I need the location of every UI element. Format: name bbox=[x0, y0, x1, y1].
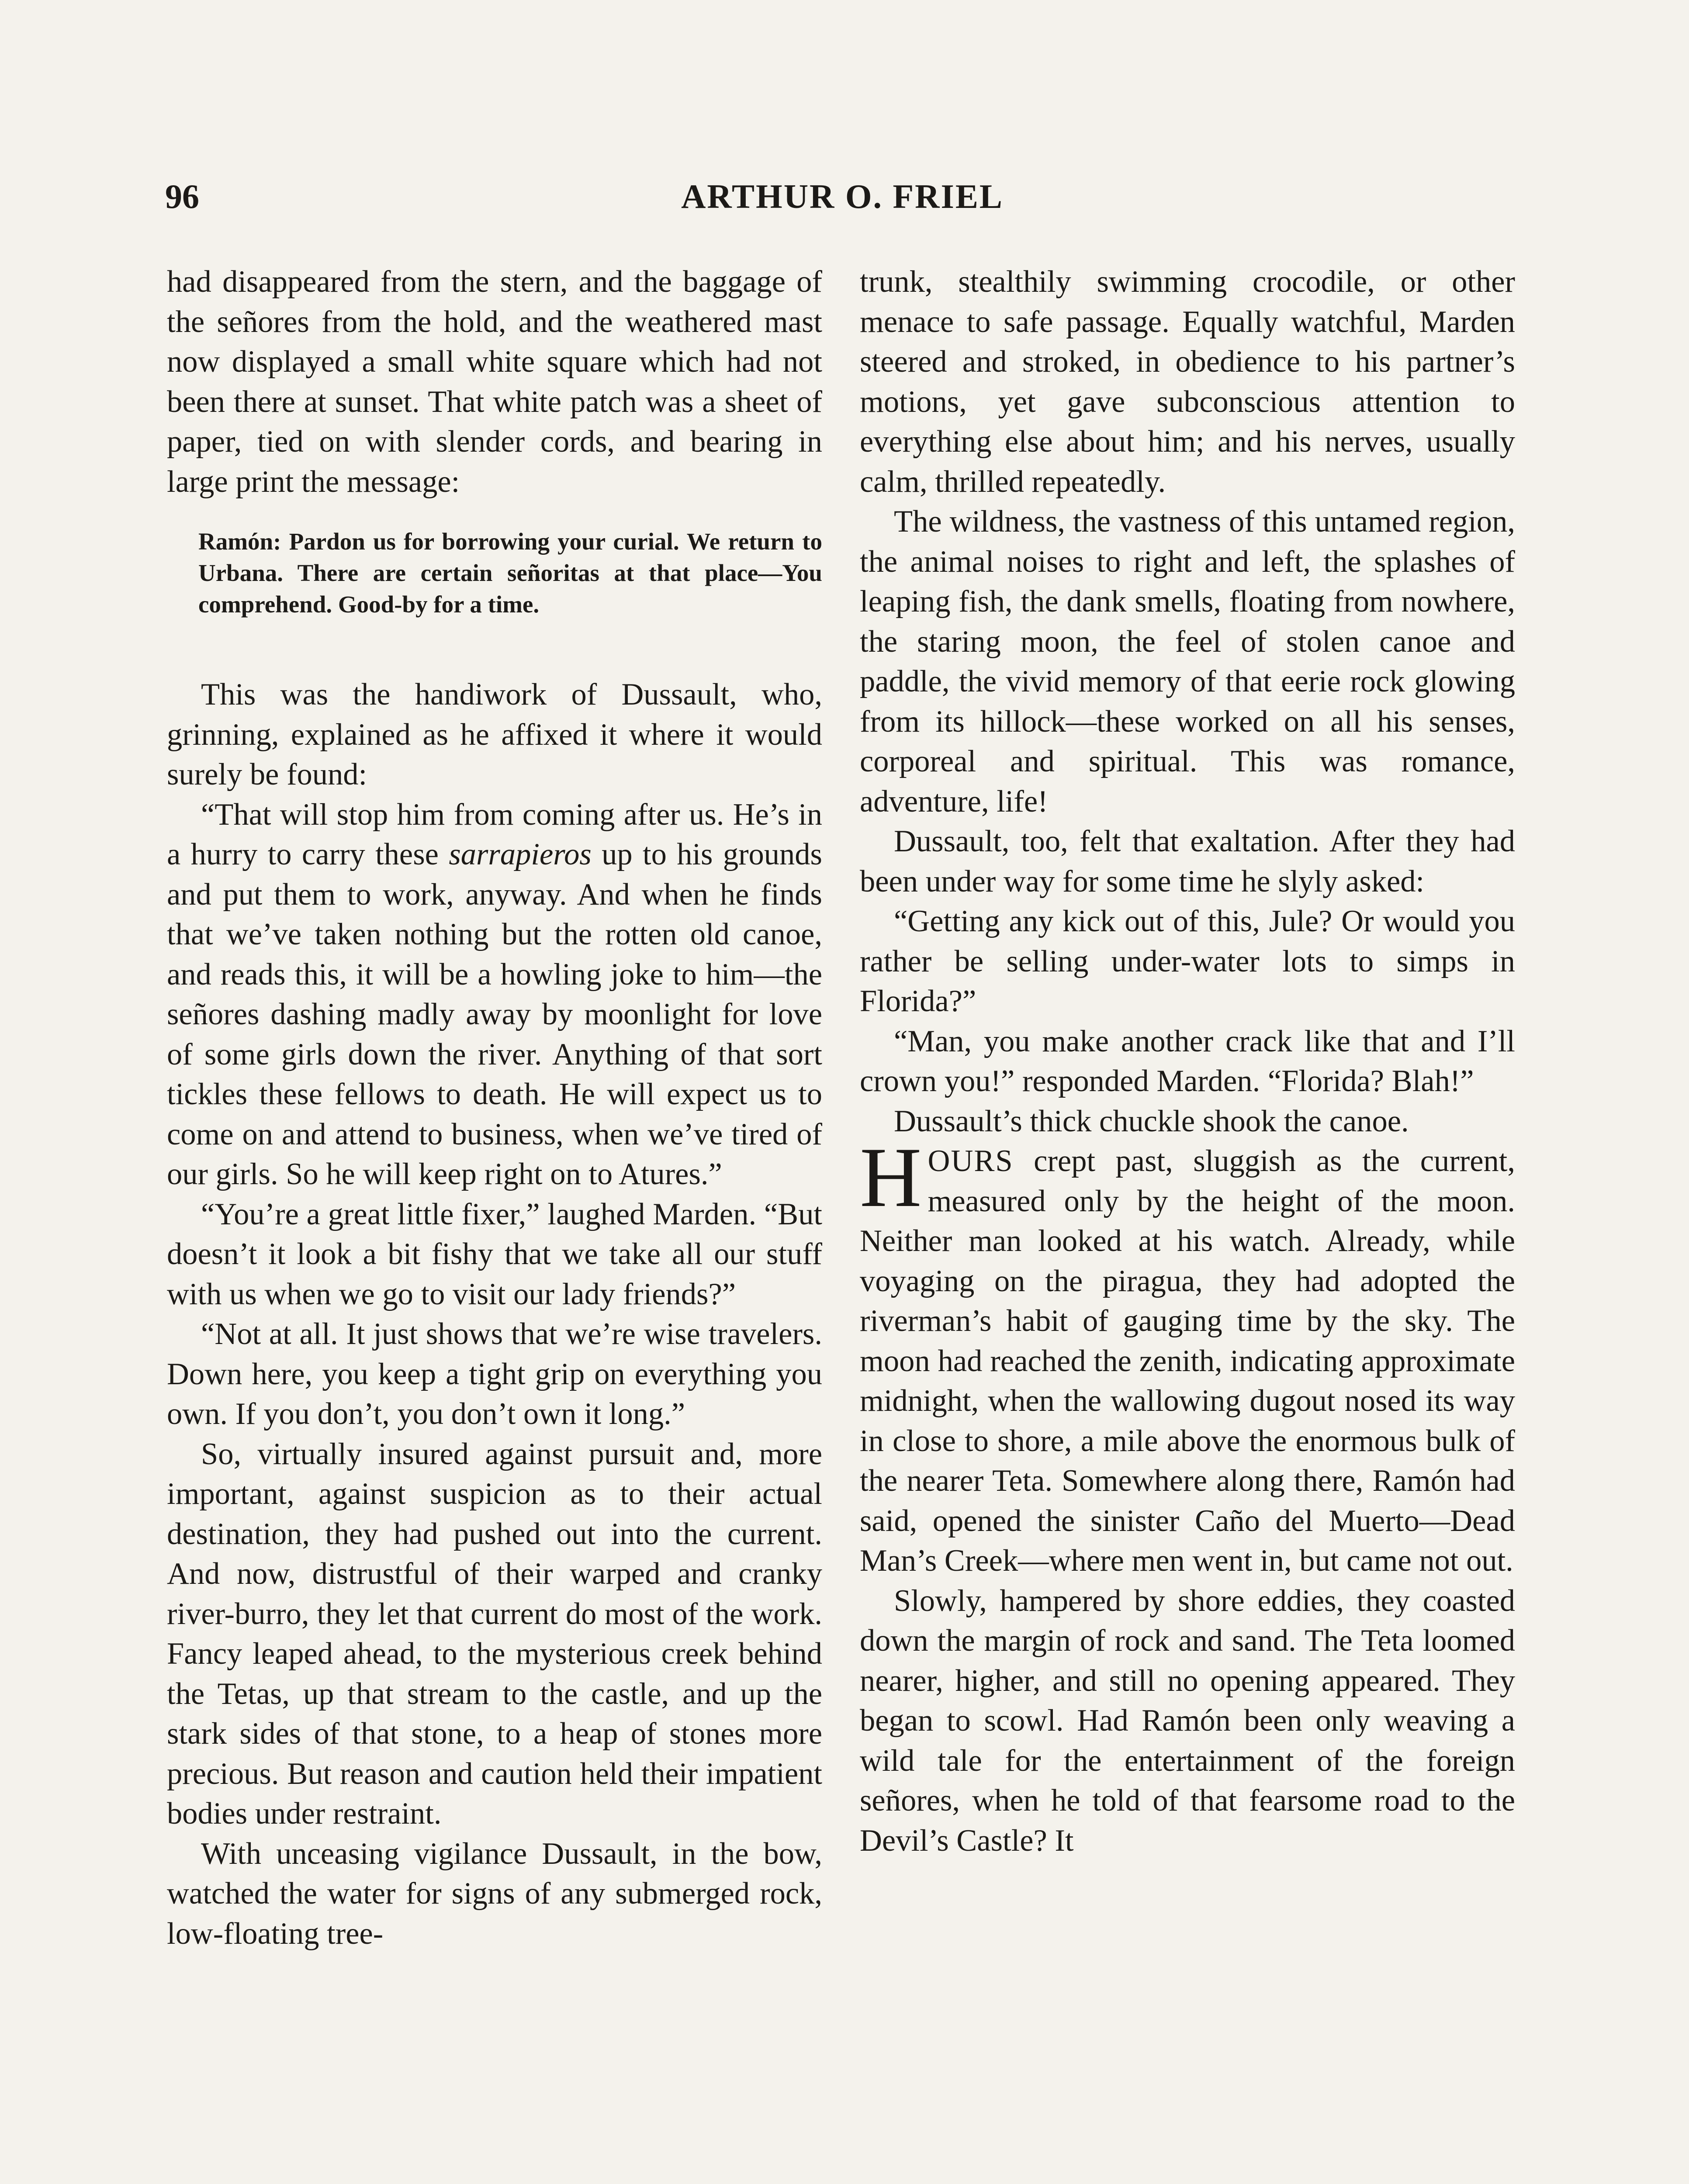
dialogue-text: up to his grounds and put them to work, anyway. And when he finds that we’ve taken nothing but the rotten old canoe, and reads this, it will be a howling joke to him—the señores dashing madly away by moonlight for love of some girls down the river. Anything of that sort tickles these fellows to death. He will expect us to come on and attend to business, when we’ve tired of our girls. So he will keep right on to Atures.” bbox=[167, 837, 822, 1191]
drop-cap: H bbox=[860, 1130, 922, 1225]
paragraph: So, virtually insured against pursuit and, more important, against suspicion as to their actual destination, they had pushed out into the current. And now, distrustful of their warped and cranky river-burro, they let that current do most of the work. Fancy leaped ahead, to the mysterious creek behind the Tetas, up that stream to the castle, and up the stark sides of that stone, to a heap of stones more precious. But reason and caution held their impatient bodies under restraint. bbox=[167, 1437, 822, 1831]
left-column bbox=[167, 262, 822, 1954]
small-caps-lead: OURS bbox=[928, 1144, 1014, 1178]
paragraph: “Man, you make another crack like that and I’ll crown you!” responded Marden. “Florida? Blah!” bbox=[860, 1024, 1515, 1098]
paragraph: This was the handiwork of Dussault, who, grinning, explained as he affixed it where it would surely be found: bbox=[167, 677, 822, 791]
paragraph: “You’re a great little fixer,” laughed Marden. “But doesn’t it look a bit fishy that we take all our stuff with us when we go to visit our lady friends?” bbox=[167, 1197, 822, 1311]
notice-text: Ramón: Pardon us for borrowing your curial. We return to Urbana. There are certain señoritas at that place—You comprehend. Good-by for a time. bbox=[198, 528, 822, 618]
paragraph: With unceasing vigilance Dussault, in the bow, watched the water for signs of any submerged rock, low-floating tree- bbox=[167, 1836, 822, 1951]
paragraph: had disappeared from the stern, and the baggage of the señores from the hold, and the weathered mast now displayed a small white square which had not been there at sunset. That white patch was a sheet of paper, tied on with slender cords, and bearing in large print the message: bbox=[167, 265, 822, 499]
running-title: ARTHUR O. FRIEL bbox=[681, 177, 1004, 215]
page-number: 96 bbox=[165, 177, 199, 215]
section-opening-paragraph bbox=[860, 1130, 1515, 1581]
paragraph: Dussault, too, felt that exaltation. After they had been under way for some time he slyly asked: bbox=[860, 824, 1515, 898]
dialogue-text: “That will stop him from coming after us. He’s in a hurry to carry these bbox=[167, 797, 822, 871]
paragraph bbox=[167, 795, 822, 1195]
page-header bbox=[165, 177, 1519, 225]
paragraph: The wildness, the vastness of this untamed region, the animal noises to right and left, the splashes of leaping fish, the dank smells, floating from nowhere, the staring moon, the feel of stolen canoe and paddle, the vivid memory of that eerie rock glowing from its hillock—these worked on all his senses, corporeal and spiritual. This was romance, adventure, life! bbox=[860, 505, 1515, 819]
right-column bbox=[860, 262, 1515, 1861]
paragraph: Dussault’s thick chuckle shook the canoe. bbox=[894, 1104, 1409, 1138]
paragraph-text: crept past, sluggish as the current, measured only by the height of the moon. Neither man looked at his watch. Already, while voyaging on the piragua, they had adopted the riverman’s habit of gauging time by the sky. The moon had reached the zenith, indicating approximate midnight, when the wallowing dugout nosed its way in close to shore, a mile above the enormous bulk of the nearer Teta. Somewhere along there, Ramón had said, opened the sinister Caño del Muerto—Dead Man’s Creek—where men went in, but came not out. bbox=[860, 1144, 1515, 1578]
italic-word: sarrapieros bbox=[449, 837, 592, 871]
paragraph: Slowly, hampered by shore eddies, they coasted down the margin of rock and sand. The Teta loomed nearer, higher, and still no opening appeared. They began to scowl. Had Ramón been only weaving a wild tale for the entertainment of the foreign señores, when he told of that fearsome road to the Devil’s Castle? It bbox=[860, 1583, 1515, 1858]
paragraph: trunk, stealthily swimming crocodile, or other menace to safe passage. Equally watchful, Marden steered and stroked, in obedience to his partner’s motions, yet gave subconscious attention to everything else about him; and his nerves, usually calm, thrilled repeatedly. bbox=[860, 265, 1515, 499]
paragraph: “Getting any kick out of this, Jule? Or would you rather be selling under-water lots to simps in Florida?” bbox=[860, 904, 1515, 1018]
posted-notice bbox=[167, 526, 822, 620]
paragraph: “Not at all. It just shows that we’re wise travelers. Down here, you keep a tight grip on everything you own. If you don’t, you don’t own it long.” bbox=[167, 1317, 822, 1431]
